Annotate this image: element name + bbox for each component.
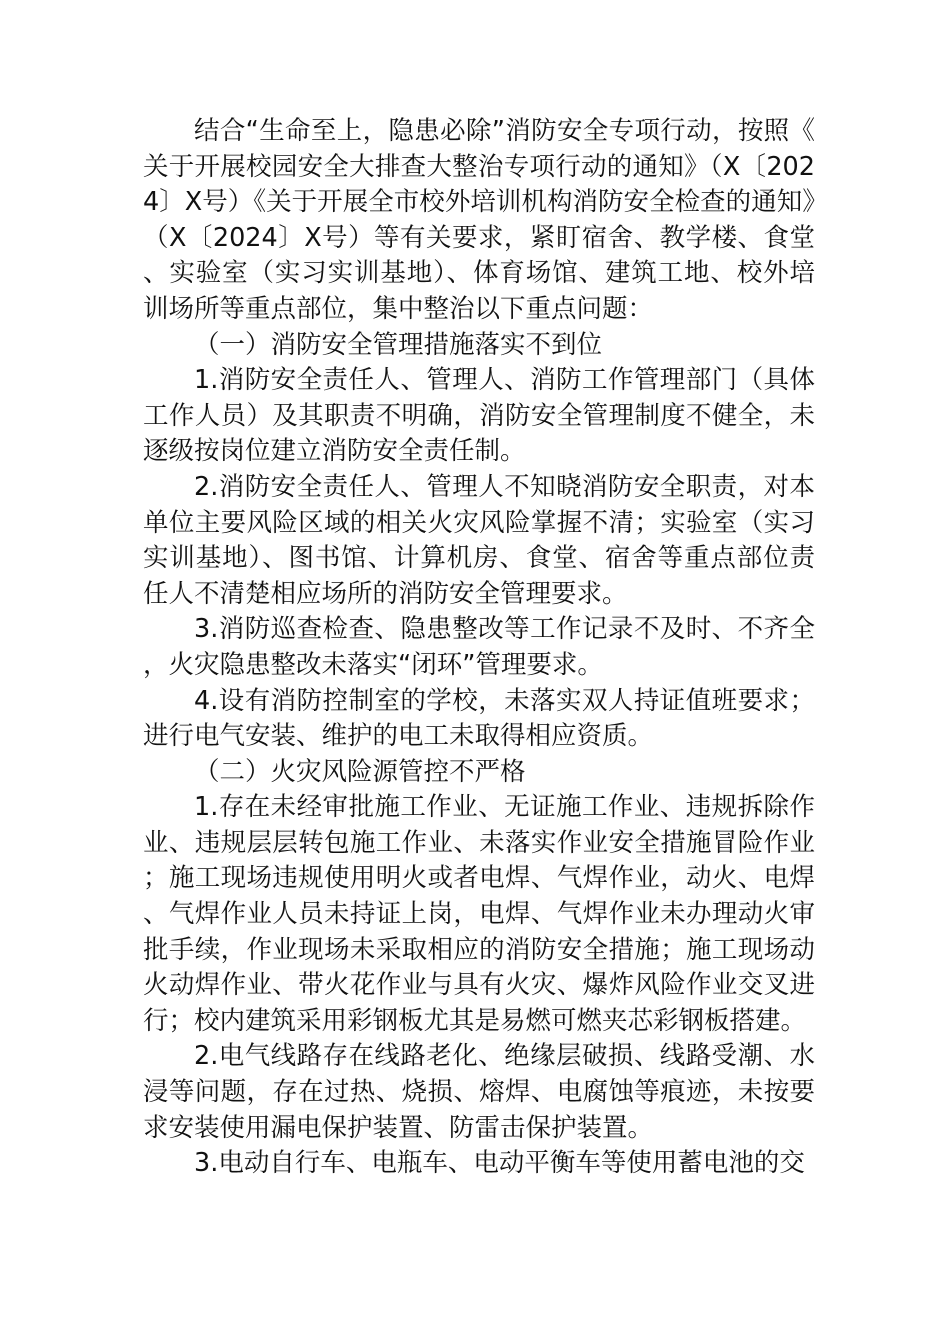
intro-paragraph: 结合“生命至上，隐患必除”消防安全专项行动，按照《关于开展校园安全大排查大整治专项行动的通知》（X〔2024〕X号）《关于开展全市校外培训机构消防安全检查的通知》（X〔2024〕X号）等有关要求，紧盯宿舍、教学楼、食堂、实验室（实习实训基地）、体育场馆、建筑工地、校外培训场所等重点部位，集中整治以下重点问题：: [143, 116, 815, 324]
section-1-item-3: 3.消防巡查检查、隐患整改等工作记录不及时、不齐全，火灾隐患整改未落实“闭环”管理要求。: [143, 614, 815, 680]
section-1-item-4: 4.设有消防控制室的学校，未落实双人持证值班要求；进行电气安装、维护的电工未取得相应资质。: [143, 685, 815, 752]
section-heading-1: （一）消防安全管理措施落实不到位: [194, 329, 603, 360]
section-2-item-3: 3.电动自行车、电瓶车、电动平衡车等使用蓄电池的交: [194, 1148, 805, 1179]
section-1-item-2: 2.消防安全责任人、管理人不知晓消防安全职责，对本单位主要风险区域的相关火灾风险掌握不清；实验室（实习实训基地）、图书馆、计算机房、食堂、宿舍等重点部位责任人不清楚相应场所的消防安全管理要求。: [143, 471, 815, 609]
section-2-item-2: 2.电气线路存在线路老化、绝缘层破损、线路受潮、水浸等问题，存在过热、烧损、熔焊、电腐蚀等痕迹，未按要求安装使用漏电保护装置、防雷击保护装置。: [143, 1041, 815, 1143]
section-2-item-1: 1.存在未经审批施工作业、无证施工作业、违规拆除作业、违规层层转包施工作业、未落实作业安全措施冒险作业；施工现场违规使用明火或者电焊、气焊作业，动火、电焊、气焊作业人员未持证上岗，电焊、气焊作业未办理动火审批手续，作业现场未采取相应的消防安全措施；施工现场动火动焊作业、带火花作业与具有火灾、爆炸风险作业交叉进行；校内建筑采用彩钢板尤其是易燃可燃夹芯彩钢板搭建。: [143, 792, 815, 1036]
section-heading-2: （二）火灾风险源管控不严格: [194, 756, 526, 787]
document-body: [143, 114, 815, 1182]
section-1-item-1: 1.消防安全责任人、管理人、消防工作管理部门（具体工作人员）及其职责不明确，消防安全管理制度不健全，未逐级按岗位建立消防安全责任制。: [143, 365, 815, 467]
